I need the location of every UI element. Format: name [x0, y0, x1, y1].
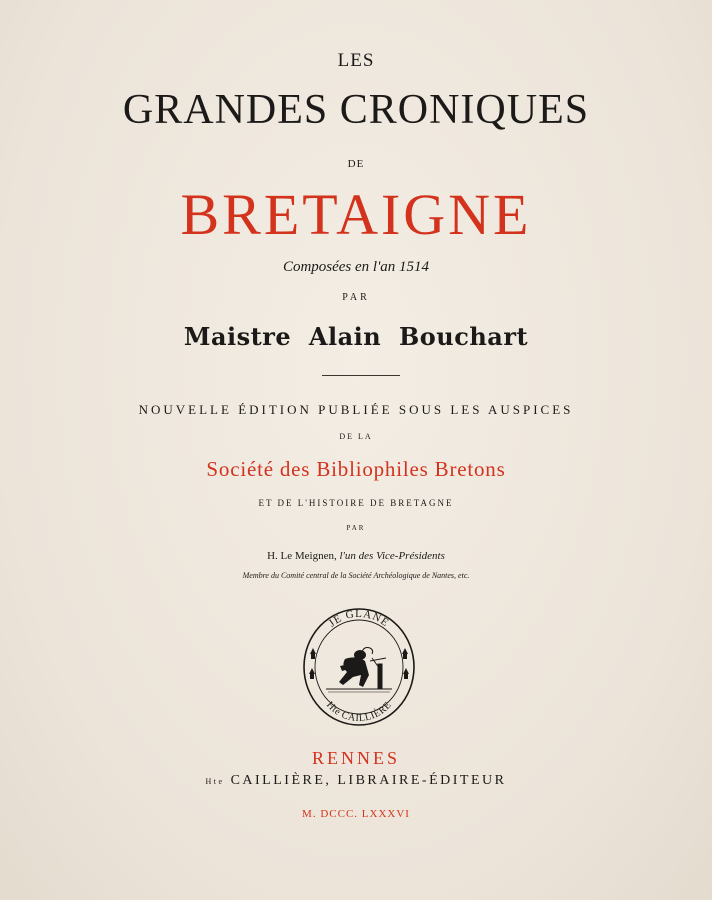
publisher-name: CAILLIÈRE, LIBRAIRE-ÉDITEUR	[230, 773, 507, 788]
title-les: LES	[337, 50, 375, 71]
svg-text:Hte CAILLIÈRE	[324, 700, 394, 725]
de-la-label: DE LA	[339, 432, 373, 441]
editor-affiliation: Membre du Comité central de la Société Archéologique de Nantes, etc.	[242, 571, 470, 580]
edition-statement: NOUVELLE ÉDITION PUBLIÉE SOUS LES AUSPICES	[138, 402, 574, 417]
author-alain: Alain	[308, 322, 382, 351]
svg-text:JE GLANE	[326, 608, 391, 630]
histoire-label: ET DE L'HISTOIRE DE BRETAGNE	[258, 498, 454, 508]
divider-rule	[322, 375, 400, 376]
title-grandes-croniques: GRANDES CRONIQUES	[122, 87, 590, 133]
composition-date: Composées en l'an 1514	[282, 259, 430, 275]
editor-line	[0, 550, 712, 562]
seal-name: Hte CAILLIÈRE	[324, 699, 394, 725]
seal-motto: JE GLANE	[326, 608, 392, 630]
editor-role: l'un des Vice-Présidents	[339, 550, 445, 562]
author-maistre: Maistre	[183, 322, 292, 351]
author-bouchart: Bouchart	[398, 322, 529, 351]
author-name	[0, 322, 712, 351]
publisher-seal-icon	[300, 606, 418, 728]
publisher-line	[0, 773, 712, 789]
societe-name: Société des Bibliophiles Bretons	[206, 457, 506, 481]
par-label: PAR	[342, 292, 370, 303]
publication-date: M. DCCC. LXXXVI	[302, 808, 410, 820]
editor-name: H. Le Meignen,	[267, 550, 337, 562]
title-bretaigne: BRETAIGNE	[180, 182, 532, 247]
par-label-2: PAR	[346, 524, 366, 532]
title-de: DE	[347, 158, 365, 170]
publisher-hte: Hte	[205, 777, 225, 786]
publisher-city: RENNES	[311, 748, 400, 768]
